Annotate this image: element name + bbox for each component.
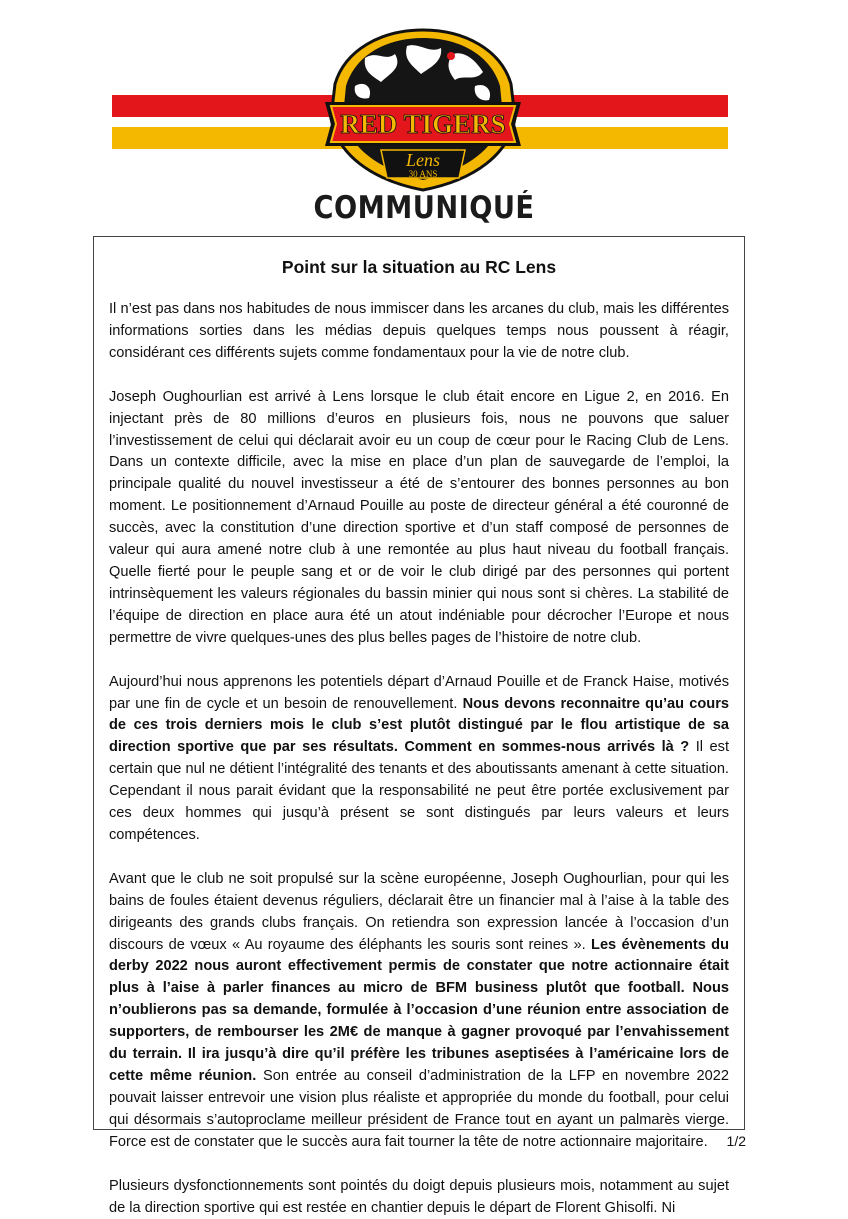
body-paragraph <box>109 869 729 1154</box>
body-paragraph <box>109 387 729 650</box>
text-segment: Il est certain que nul ne détient l’intégralité des tenants et des aboutissants amenant à cette situation. Cependant il nous parait évidant que la responsabilité ne peut être portée exclusivement par ces deux hommes qui jusqu’à présent se sont distingués par leurs valeurs et leurs compétences. <box>109 739 730 843</box>
body-paragraph <box>109 1176 729 1219</box>
text-segment: Joseph Oughourlian est arrivé à Lens lorsque le club était encore en Ligue 2, en 2016. En injectant près de 80 millions d’euros en plusieurs fois, nous ne pouvons que saluer l’investissement de celui qui déclarait avoir eu un coup de cœur pour le Racing Club de Lens. Dans un contexte difficile, avec la mise en place d’un plan de sauvegarde de l’emploi, la principale qualité du nouvel investisseur a été de s’entourer des bonnes personnes au bon moment. Le positionnement d’Arnaud Pouille au poste de directeur général a été couronné de succès, avec la constitution d’une direction sportive et d’un staff composé de personnes de valeur qui aura amené notre club à une remontée au plus haut niveau du football français. Quelle fierté pour le peuple sang et or de voir le club dirigé par des personnes qui portent intrinsèquement les valeurs régionales du bassin minier qui nous sont si chères. La stabilité de l’équipe de direction en place aura été un atout indéniable pour décrocher l’Europe et nous permettre de vivre quelques-unes des plus belles pages de l’histoire de notre club. <box>109 388 729 646</box>
bold-text-segment: Les évènements du derby 2022 nous auront effectivement permis de constater que notre actionnaire était plus à l’aise à parler finances au micro de BFM business plutôt que football. Nous n’oublierons pas sa demande, formulée à l’occasion d’une réunion entre association de supporters, de rembourser les 2M€ de manque à gagner provoqué par l’envahissement du terrain. Il ira jusqu’à dire qu’il préfère les tribunes aseptisées à l’américaine lors de cette même réunion. <box>109 936 730 1084</box>
header <box>0 0 848 235</box>
body-paragraph <box>109 672 729 847</box>
bold-text-segment: Nous devons reconnaitre qu’au cours de ces trois derniers mois le club s’est plutôt distingué par le flou artistique de sa direction sportive que par ses résultats. Comment en sommes-nous arrivés là ? <box>109 695 729 756</box>
logo-anniversary: 30 ANS <box>408 169 438 179</box>
communique-banner: COMMUNIQUÉ <box>313 190 535 226</box>
text-segment: Il n’est pas dans nos habitudes de nous immiscer dans les arcanes du club, mais les différentes informations sorties dans les médias depuis quelques temps nous poussent à réagir, considérant ces différents sujets comme fondamentaux pour la vie de notre club. <box>109 301 729 361</box>
logo-name-line2: Lens <box>405 150 441 170</box>
text-segment: Plusieurs dysfonctionnements sont pointés du doigt depuis plusieurs mois, notamment au sujet de la direction sportive qui est restée en chantier depuis le départ de Florent Ghisolfi. Ni <box>109 1177 729 1216</box>
document-body <box>109 299 729 1219</box>
text-segment: Son entrée au conseil d’administration de la LFP en novembre 2022 pouvait laisser entrevoir une vision plus réaliste et appropriée du monde du football, pour celui qui désormais s’autoproclame meilleur président de France tout en ayant un palmarès vierge. Force est de constater que le succès aura fait tourner la tête de notre actionnaire majoritaire. <box>109 1068 729 1150</box>
text-segment: Aujourd’hui nous apprenons les potentiels départ d’Arnaud Pouille et de Franck Haise, motivés par une fin de cycle et un besoin de renouvellement. <box>109 673 729 712</box>
page-number: 1/2 <box>726 1133 746 1149</box>
logo-name-line1: RED TIGERS <box>340 109 506 139</box>
text-segment: Avant que le club ne soit propulsé sur la scène européenne, Joseph Oughourlian, pour qui les bains de foules étaient devenus réguliers, déclarait être un financier mal à l’aise à la table des dirigeants des grands clubs français. On retiendra son expression lancée à l’occasion d’un discours de vœux « Au royaume des éléphants les souris sont reines ». <box>109 870 729 953</box>
document-title: Point sur la situation au RC Lens <box>281 257 557 277</box>
body-paragraph <box>109 299 729 365</box>
red-tigers-logo <box>325 28 521 192</box>
